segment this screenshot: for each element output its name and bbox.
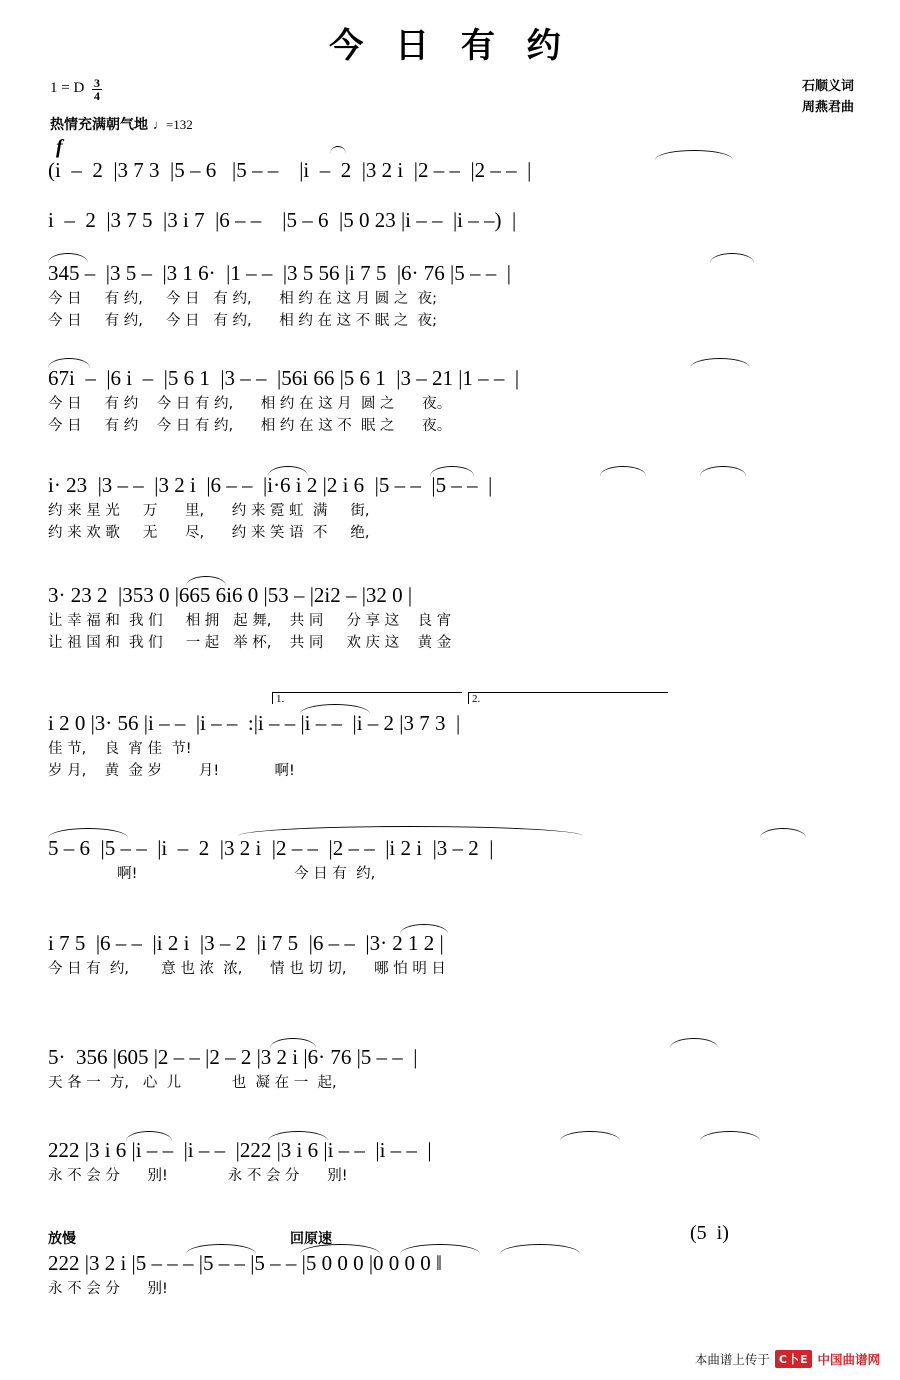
marking-a-tempo: 回原速 — [290, 1231, 332, 1247]
system-12 — [48, 1248, 860, 1300]
credits — [802, 76, 854, 118]
system-12-notes: 222 |3 2 i |5 – – – |5 – – |5 – – |5 0 0 0 |0 0 0 0 ‖ — [48, 1251, 442, 1275]
time-signature-denominator: 4 — [94, 89, 101, 103]
system-3-lyric-verse-2: 今 日 有 约, 今 日 有 约, 相 约 在 这 不 眠 之 夜; — [48, 313, 437, 329]
system-9 — [48, 928, 860, 980]
system-5-lyric-verse-2: 约 来 欢 歌 无 尽, 约 来 笑 语 不 绝, — [48, 525, 370, 541]
site-name: 中国曲谱网 — [817, 1352, 880, 1367]
lyricist: 石顺义词 — [801, 79, 854, 94]
system-5-notes: i· 23 |3 – – |3 2 i |6 – – |i·6 i 2 |2 i 6 |5 – – |5 – – | — [48, 473, 493, 497]
system-6-notes: 3· 23 2 |353 0 |665 6i6 0 |53 – |2i2 – |32 0 | — [48, 583, 413, 607]
bracketed-note: (5 i) — [690, 1222, 729, 1244]
system-1 — [48, 155, 860, 185]
system-3-notes: 345 – |3 5 – |3 1 6· |1 – – |3 5 56 |i 7 5 |6· 76 |5 – – | — [48, 261, 511, 285]
system-12-lyric: 永 不 会 分 别! — [48, 1281, 168, 1297]
system-8-notes: 5 – 6 |5 – – |i – 2 |3 2 i |2 – – |2 – – |i 2 i |3 – 2 | — [48, 836, 494, 860]
system-4-lyric-verse-2: 今 日 有 约 今 日 有 约, 相 约 在 这 不 眠 之 夜。 — [48, 418, 452, 434]
system-7-lyric-verse-1: 佳 节, 良 宵 佳 节! — [48, 741, 192, 757]
system-7-lyric-verse-2: 岁 月, 黄 金 岁 月! 啊! — [48, 763, 295, 779]
page-title: 今 日 有 约 — [329, 26, 571, 66]
system-7 — [48, 708, 860, 782]
system-4-lyric-verse-1: 今 日 有 约 今 日 有 约, 相 约 在 这 月 圆 之 夜。 — [48, 396, 452, 412]
key-signature — [50, 76, 102, 101]
system-6-lyric-verse-1: 让 幸 福 和 我 们 相 拥 起 舞, 共 同 分 享 这 良 宵 — [48, 613, 452, 629]
dynamic-forte: f — [56, 136, 63, 158]
system-8-lyric: 啊! 今 日 有 约, — [48, 866, 376, 882]
key-signature-text: 1 = D — [50, 79, 85, 96]
system-9-notes: i 7 5 |6 – – |i 2 i |3 – 2 |i 7 5 |6 – – |3· 2 1 2 | — [48, 931, 444, 955]
system-2-notes: i – 2 |3 7 5 |3 i 7 |6 – – |5 – 6 |5 0 23 |i – – |i – –) | — [48, 208, 517, 232]
tempo-text: 热情充满朝气地 — [50, 117, 148, 133]
marking-ritardando: 放慢 — [48, 1231, 76, 1247]
system-10-lyric: 天 各 一 方, 心 儿 也 凝 在 一 起, — [48, 1075, 337, 1091]
system-10 — [48, 1042, 860, 1094]
composer: 周燕君曲 — [801, 100, 854, 115]
tempo-marking — [50, 114, 193, 134]
site-logo: C卜E — [775, 1350, 813, 1368]
system-11-notes: 222 |3 i 6 |i – – |i – – |222 |3 i 6 |i – – |i – – | — [48, 1138, 432, 1162]
system-4-notes: 67i – |6 i – |5 6 1 |3 – – |56i 66 |5 6 1 |3 – 21 |1 – – | — [48, 366, 520, 390]
tempo-bpm: ♩=132 — [152, 117, 193, 132]
system-1-notes: (i – 2 |3 7 3 |5 – 6 |5 – – |i – 2 |3 2 i |2 – – |2 – – | — [48, 158, 532, 182]
time-signature — [92, 77, 102, 102]
system-11-lyric: 永 不 会 分 别! 永 不 会 分 别! — [48, 1168, 348, 1184]
system-4 — [48, 363, 860, 437]
system-5 — [48, 470, 860, 544]
system-2 — [48, 205, 860, 235]
system-6-lyric-verse-2: 让 祖 国 和 我 们 一 起 举 杯, 共 同 欢 庆 这 黄 金 — [48, 635, 452, 651]
system-3 — [48, 258, 860, 332]
system-3-lyric-verse-1: 今 日 有 约, 今 日 有 约, 相 约 在 这 月 圆 之 夜; — [48, 291, 437, 307]
system-6 — [48, 580, 860, 654]
system-9-lyric: 今 日 有 约, 意 也 浓 浓, 情 也 切 切, 哪 怕 明 日 — [48, 961, 446, 977]
time-signature-numerator: 3 — [94, 76, 101, 90]
ending-bracket-2: 2. — [468, 692, 668, 704]
system-8 — [48, 833, 860, 885]
system-11 — [48, 1135, 860, 1187]
footer-watermark — [695, 1350, 880, 1368]
system-5-lyric-verse-1: 约 来 星 光 万 里, 约 来 霓 虹 满 街, — [48, 503, 370, 519]
system-7-notes: i 2 0 |3· 56 |i – – |i – – :|i – – |i – – |i – 2 |3 7 3 | — [48, 711, 461, 735]
footer-text: 本曲谱上传于 — [694, 1352, 770, 1367]
ending-bracket-1: 1. — [272, 692, 462, 704]
ornament-mark — [330, 146, 346, 154]
system-10-notes: 5· 356 |605 |2 – – |2 – 2 |3 2 i |6· 76 |5 – – | — [48, 1045, 418, 1069]
